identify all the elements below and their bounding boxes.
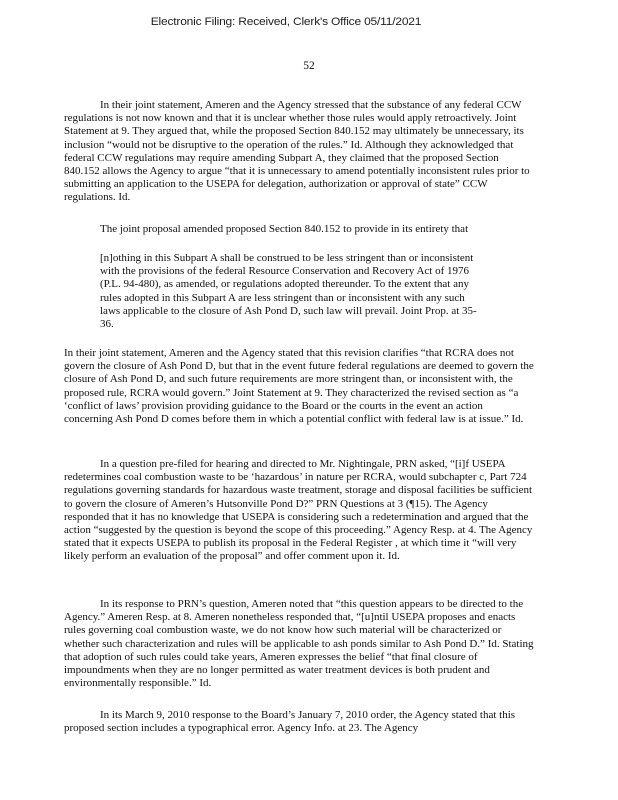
page-number: 52 <box>303 60 315 72</box>
block-quote: [n]othing in this Subpart A shall be construed to be less stringent than or inconsistent with the provisions of the federal Resource Conservation and Recovery Act of 1976 (P.L. 94-480), as amended, or regulations adopted thereunder. To the extent that any rules adopted in this Subpart A are less stringent than or inconsistent with any such laws applicable to the closure of Ash Pond D, such law will prevail. Joint Prop. at 35-36. <box>100 252 477 331</box>
paragraph-6: In its March 9, 2010 response to the Board’s January 7, 2010 order, the Agency stated that this proposed section includes a typographical error. Agency Info. at 23. The Agency <box>64 709 516 735</box>
paragraph-2: The joint proposal amended proposed Section 840.152 to provide in its entirety that <box>100 223 469 235</box>
filing-stamp-header <box>0 14 618 27</box>
filing-stamp-text: Electronic Filing: Received, Clerk's Office 05/11/2021 <box>150 14 422 28</box>
paragraph-1: In their joint statement, Ameren and the Agency stressed that the substance of any federal CCW regulations is not now known and that it is unclear whether those rules would apply retroactively. Joint Statement at 9. They argued that, while the proposed Section 840.152 may ultimately be unnecessary, its inclusion “would not be disruptive to the operation of the rules.” Id. Although they acknowledged that federal CCW regulations may require amending Subpart A, they claimed that the proposed Section 840.152 allows the Agency to argue “that it is unnecessary to amend potentially inconsistent rules prior to submitting an application to the USEPA for delegation, authorization or approval of state” CCW regulations. Id. <box>64 99 530 204</box>
paragraph-3: In their joint statement, Ameren and the Agency stated that this revision clarifies “that RCRA does not govern the closure of Ash Pond D, but that in the event future federal regulations are deemed to govern the closure of Ash Pond D, and such future requirements are more stringent than, or inconsistent with, the proposed rule, RCRA would govern.” Joint Statement at 9. They characterized the revised section as “a ‘conflict of laws’ provision providing guidance to the Board or the courts in the event an action concerning Ash Pond D comes before them in which a potential conflict with federal law is at issue.” Id. <box>64 347 534 426</box>
paragraph-4: In a question pre-filed for hearing and directed to Mr. Nightingale, PRN asked, “[i]f USEPA redetermines coal combustion waste to be ‘hazardous’ in nature per RCRA, would subchapter c, Part 724 regulations governing standards for hazardous waste treatment, storage and disposal facilities be sufficient to govern the closure of Ameren’s Hutsonville Pond D?” PRN Questions at 3 (¶15). The Agency responded that it has no knowledge that USEPA is considering such a redetermination and argued that the action “suggested by the question is beyond the scope of this proceeding.” Agency Resp. at 4. The Agency stated that it expects USEPA to publish its proposal in the Federal Register , at which time it “will very likely perform an evaluation of the proposal” and offer comment upon it. Id. <box>64 458 533 563</box>
paragraph-5: In its response to PRN’s question, Ameren noted that “this question appears to be directed to the Agency.” Ameren Resp. at 8. Ameren nonetheless responded that, “[u]ntil USEPA proposes and enacts rules governing coal combustion waste, we do not know how such material will be characterized or whether such characterization and rules will be applicable to ash ponds similar to Ash Pond D.” Id. Stating that adoption of such rules could take years, Ameren expresses the belief “that final closure of impoundments when they are no longer permitted as water treatment devices is both prudent and environmentally responsible.” Id. <box>64 598 534 690</box>
